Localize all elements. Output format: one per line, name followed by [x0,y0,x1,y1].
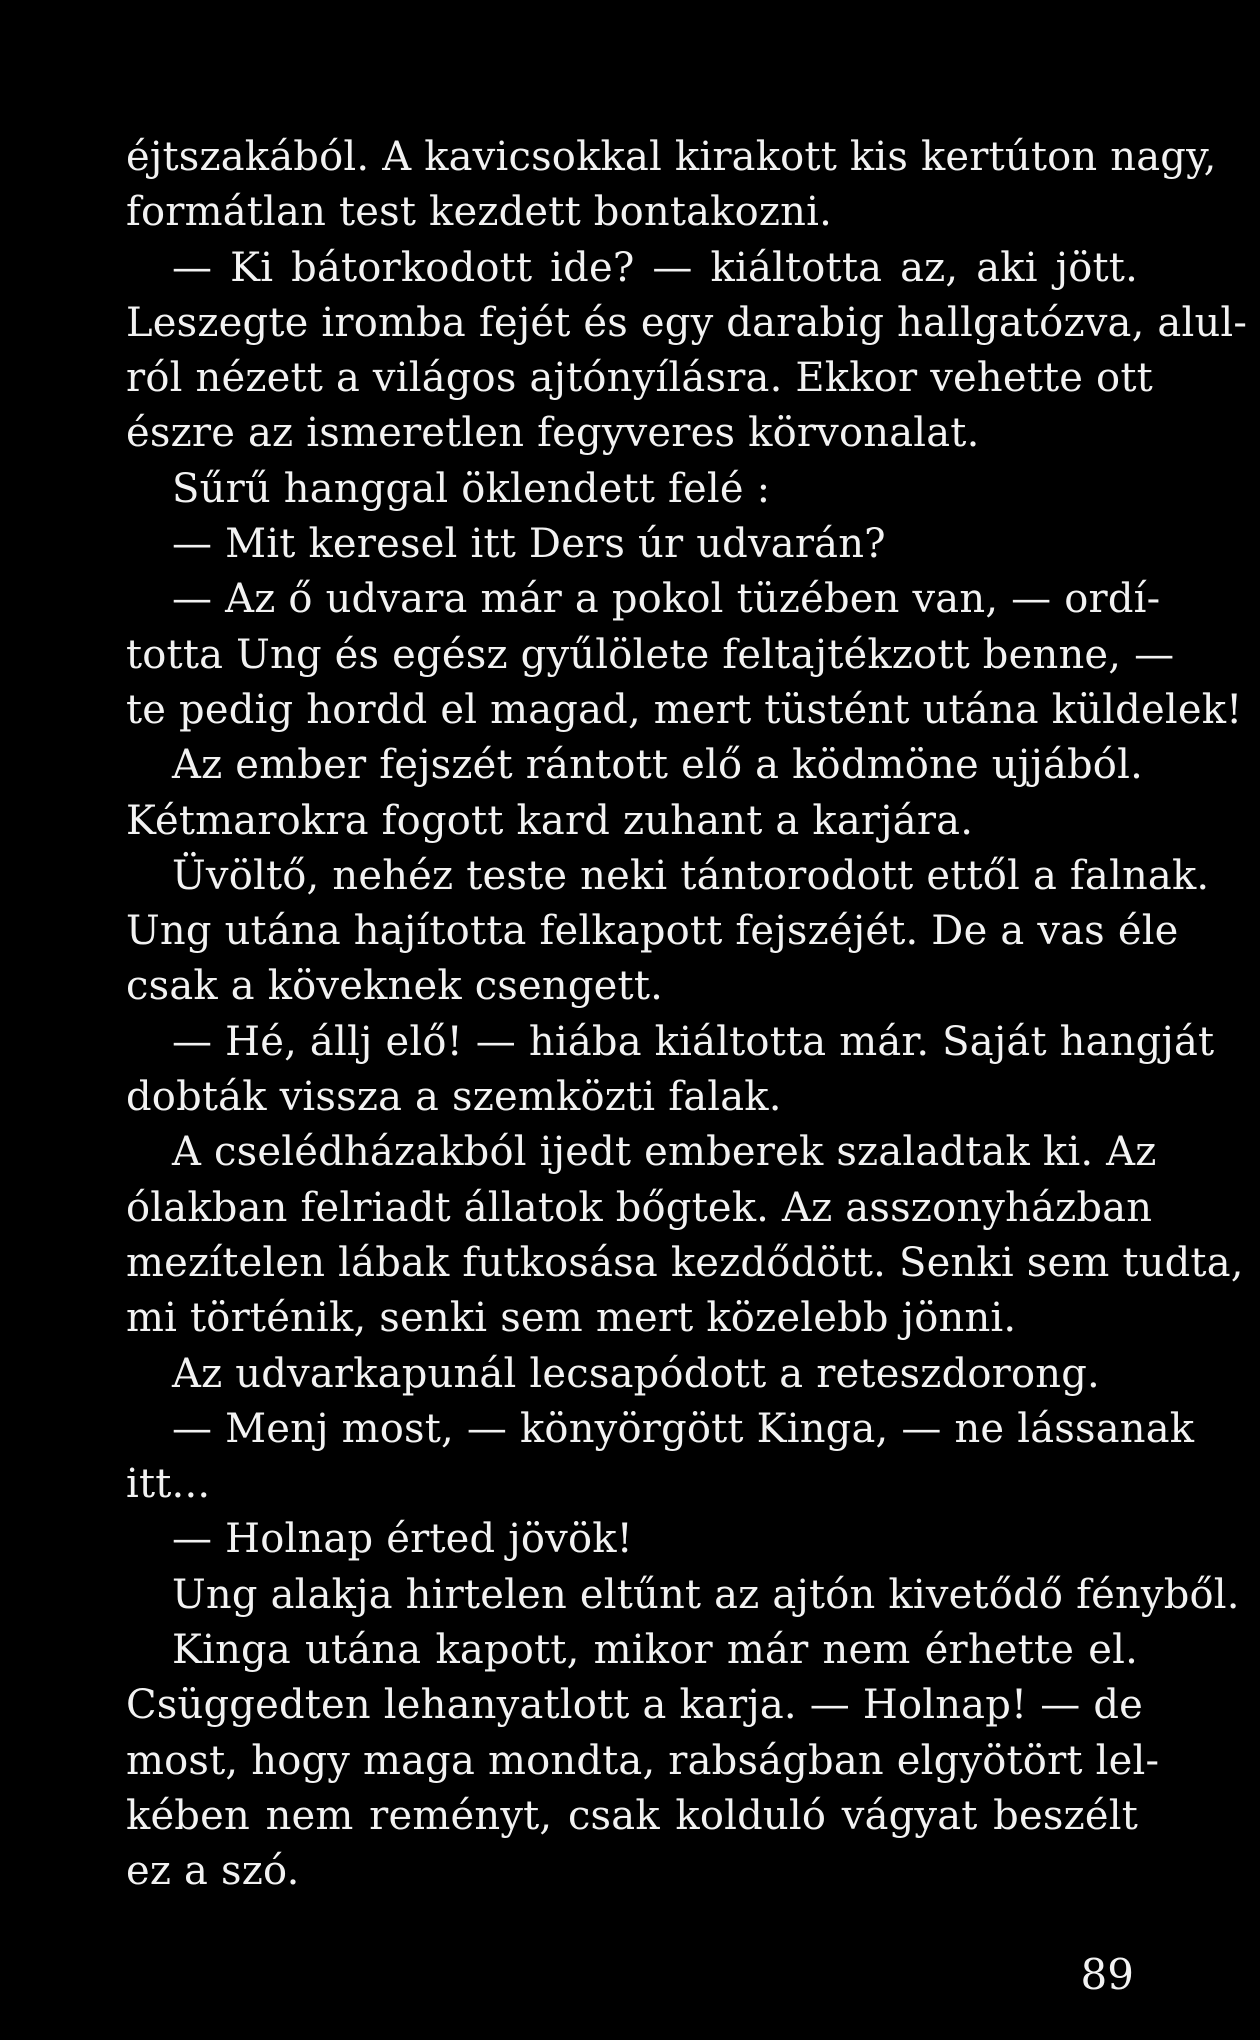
text-line: most, hogy maga mondta, rabságban elgyötört lel- [126,1737,1160,1784]
text-line: mi történik, senki sem mert közelebb jönni. [126,1295,1017,1342]
text-line: Kétmarokra fogott kard zuhant a karjára. [126,797,974,844]
text-line: dobták vissza a szemközti falak. [126,1074,782,1121]
body-text [126,130,1248,1900]
text-line: — Mit keresel itt Ders úr udvarán? [172,521,886,568]
text-line: — Hé, állj elő! — hiába kiáltotta már. Saját hangját [172,1018,1215,1065]
text-line: — Holnap érted jövök! [172,1516,633,1563]
text-line: Üvöltő, nehéz teste neki tántorodott ettől a falnak. [172,852,1210,899]
text-line: észre az ismeretlen fegyveres körvonalat. [126,410,980,457]
text-line: Leszegte iromba fejét és egy darabig hallgatózva, alul- [126,299,1248,346]
text-line: Az udvarkapunál lecsapódott a reteszdorong. [172,1350,1100,1397]
text-line: Az ember fejszét rántott elő a ködmöne ujjából. [172,742,1144,789]
text-line: mezítelen lábak futkosása kezdődött. Senki sem tudta, [126,1239,1244,1286]
text-line: totta Ung és egész gyűlölete feltajtékzott benne, — [126,631,1175,678]
text-line: A cselédházakból ijedt emberek szaladtak ki. Az [172,1129,1157,1176]
text-line: Kinga utána kapott, mikor már nem érhette el. [172,1627,1138,1674]
text-line: Csüggedten lehanyatlott a karja. — Holnap! — de [126,1682,1144,1729]
text-line: — Ki bátorkodott ide? — kiáltotta az, aki jött. [172,244,1138,291]
text-line: éjtszakából. A kavicsokkal kirakott kis kertúton nagy, [126,134,1217,180]
text-line: Sűrű hanggal öklendett felé : [172,465,771,512]
text-line: te pedig hordd el magad, mert tüstént utána küldelek! [126,686,1243,733]
text-line: formátlan test kezdett bontakozni. [126,189,832,236]
page-number: 89 [1080,1950,1134,1999]
text-line: Ung utána hajította felkapott fejszéjét. De a vas éle [126,908,1179,955]
text-line: kében nem reményt, csak kolduló vágyat beszélt [126,1792,1138,1839]
text-line: — Az ő udvara már a pokol tüzében van, — ordí- [172,576,1161,623]
text-line: csak a köveknek csengett. [126,963,664,1010]
text-line: ólakban felriadt állatok bőgtek. Az asszonyházban [126,1184,1153,1231]
text-line: ról nézett a világos ajtónyílásra. Ekkor vehette ott [126,355,1153,402]
text-line: ez a szó. [126,1848,300,1895]
text-line: itt... [126,1461,211,1508]
text-line: Ung alakja hirtelen eltűnt az ajtón kivetődő fényből. [172,1571,1240,1618]
text-line: — Menj most, — könyörgött Kinga, — ne lássanak [172,1405,1195,1452]
